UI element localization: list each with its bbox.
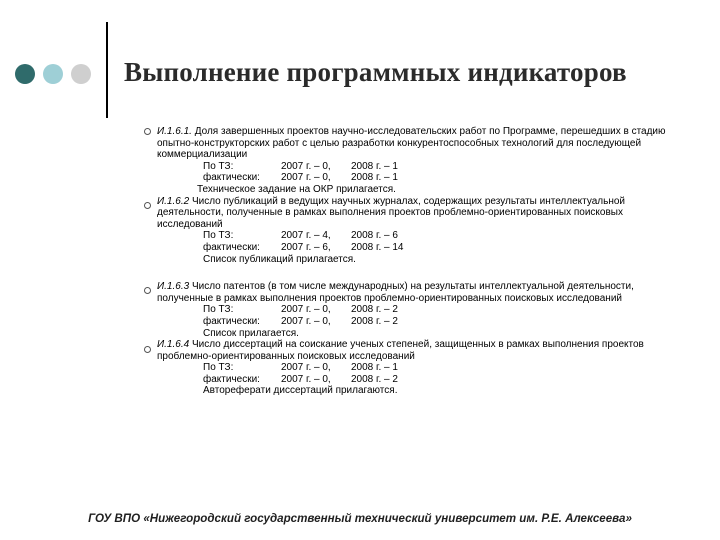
indicator-item [145, 126, 685, 196]
fact-2008: 2008 г. – 2 [351, 315, 398, 327]
plan-2008: 2008 г. – 1 [351, 362, 398, 374]
indicator-description [157, 281, 685, 304]
indicator-item [145, 281, 685, 339]
attachment-note: Автореферати диссертаций прилагаются. [203, 385, 398, 397]
decor-dot-grey [71, 64, 91, 84]
plan-label: По ТЗ: [203, 160, 234, 172]
fact-2007: 2007 г. – 6, [281, 241, 331, 253]
plan-label: По ТЗ: [203, 230, 234, 242]
indicator-item [145, 196, 685, 266]
fact-2007: 2007 г. – 0, [281, 373, 331, 385]
attachment-note: Техническое задание на ОКР прилагается. [197, 183, 396, 195]
bullet-icon [144, 202, 151, 209]
plan-2007: 2007 г. – 4, [281, 230, 331, 242]
indicator-description [157, 196, 685, 231]
indicator-code: И.1.6.2 [157, 195, 190, 207]
plan-row [157, 362, 685, 374]
bullet-icon [144, 287, 151, 294]
bullet-icon [144, 346, 151, 353]
indicator-text: Число патентов (в том числе международных) на результаты интеллектуальной деятельности, полученные в рамках выполнения проектов проблемно-ориентированных поисковых исследований [157, 281, 634, 304]
fact-row [157, 316, 685, 328]
plan-2008: 2008 г. – 2 [351, 304, 398, 316]
fact-label: фактически: [203, 373, 260, 385]
decor-dot-light-blue [43, 64, 63, 84]
fact-2007: 2007 г. – 0, [281, 172, 331, 184]
footer-organization: ГОУ ВПО «Нижегородский государственный технический университет им. Р.Е. Алексеева» [88, 512, 632, 525]
decor-dot-dark [15, 64, 35, 84]
plan-2008: 2008 г. – 6 [351, 230, 398, 242]
plan-row [157, 230, 685, 242]
indicator-description [157, 339, 685, 362]
indicator-item [145, 339, 685, 397]
plan-2007: 2007 г. – 0, [281, 160, 331, 172]
fact-label: фактически: [203, 172, 260, 184]
fact-row [157, 242, 685, 254]
plan-label: По ТЗ: [203, 304, 234, 316]
bullet-icon [144, 128, 151, 135]
plan-2007: 2007 г. – 0, [281, 304, 331, 316]
indicator-text: Число публикаций в ведущих научных журналах, содержащих результаты интеллектуальной деятельности, полученные в рамках выполнения проектов проблемно-ориентированных поисковых исследований [157, 195, 625, 230]
indicator-list [145, 124, 685, 397]
indicator-code: И.1.6.3 [157, 281, 190, 293]
indicator-description [157, 126, 685, 161]
fact-row [157, 172, 685, 184]
indicator-code: И.1.6.4 [157, 339, 190, 351]
indicator-text: Число диссертаций на соискание ученых степеней, защищенных в рамках выполнения проектов проблемно-ориентированных поисковых исследований [157, 339, 644, 362]
fact-label: фактически: [203, 315, 260, 327]
fact-2008: 2008 г. – 1 [351, 172, 398, 184]
plan-row [157, 304, 685, 316]
title-divider-line [106, 22, 108, 118]
fact-2007: 2007 г. – 0, [281, 315, 331, 327]
indicator-text: Доля завершенных проектов научно-исследовательских работ по Программе, перешедших в стадию опытно-конструкторских работ с целью разработки конкурентоспособных технологий для последующей коммерциализации [157, 126, 666, 161]
fact-row [157, 374, 685, 386]
plan-label: По ТЗ: [203, 362, 234, 374]
indicator-code: И.1.6.1. [157, 126, 192, 137]
fact-label: фактически: [203, 241, 260, 253]
plan-row [157, 161, 685, 173]
plan-2008: 2008 г. – 1 [351, 160, 398, 172]
attachment-note: Список прилагается. [203, 327, 299, 339]
slide-title: Выполнение программных индикаторов [124, 57, 627, 87]
fact-2008: 2008 г. – 2 [351, 373, 398, 385]
attachment-note: Список публикаций прилагается. [203, 253, 356, 265]
fact-2008: 2008 г. – 14 [351, 241, 404, 253]
plan-2007: 2007 г. – 0, [281, 362, 331, 374]
